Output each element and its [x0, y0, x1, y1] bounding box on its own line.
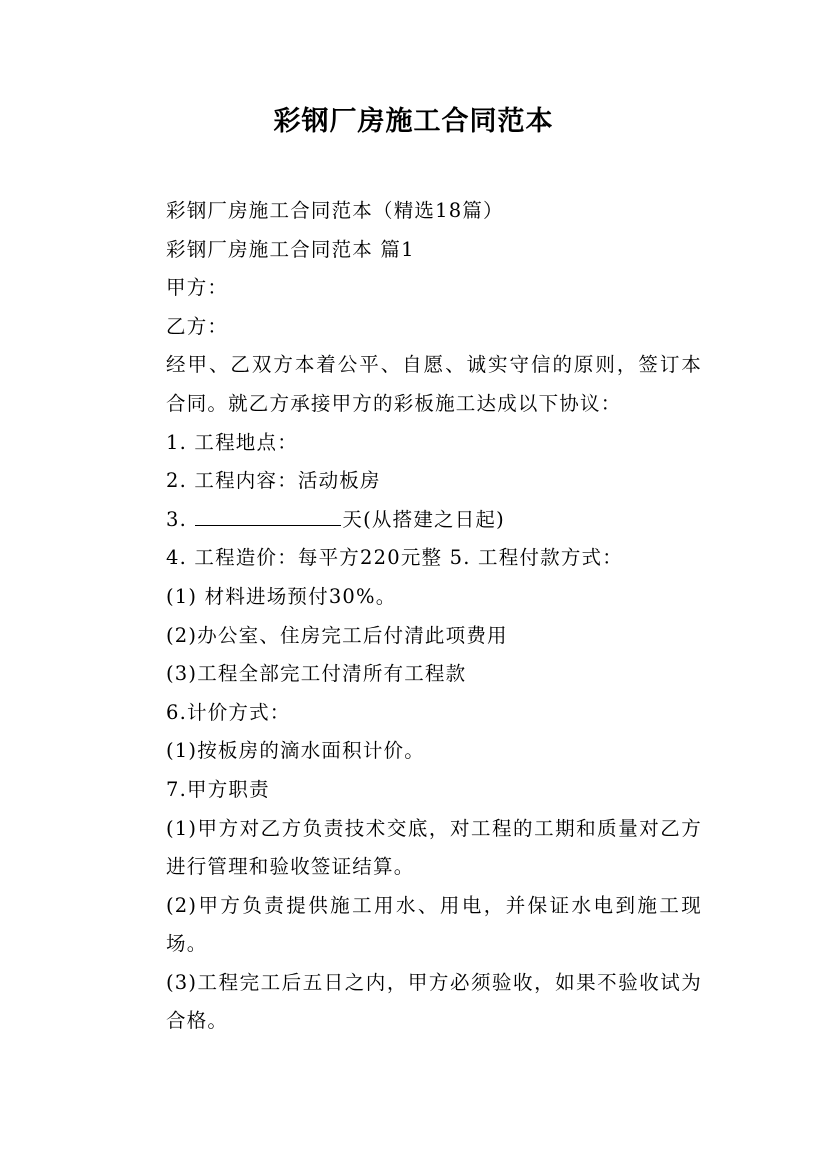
paragraph-item-4-5: 4. 工程造价：每平方220元整 5. 工程付款方式：	[166, 546, 623, 570]
paragraph-item-7: 7.甲方职责	[166, 777, 270, 801]
paragraph-payment-3: (3)工程全部完工付清所有工程款	[166, 662, 467, 686]
paragraph-item-6: 6.计价方式：	[166, 700, 291, 724]
fill-in-blank	[195, 505, 341, 526]
item-3-suffix: 天(从搭建之日起)	[342, 507, 505, 531]
paragraph-subtitle: 彩钢厂房施工合同范本（精选18篇）	[166, 199, 504, 222]
paragraph-preamble: 经甲、乙双方本着公平、自愿、诚实守信的原则，签订本合同。就乙方承接甲方的彩板施工达成以下协议：	[166, 353, 702, 415]
document-title: 彩钢厂房施工合同范本	[273, 106, 554, 137]
paragraph-pricing-1: (1)按板房的滴水面积计价。	[166, 739, 425, 763]
paragraph-section-heading: 彩钢厂房施工合同范本 篇1	[166, 237, 415, 261]
paragraph-item-2: 2. 工程内容：活动板房	[166, 469, 381, 493]
document-body	[126, 192, 702, 1041]
item-3-number: 3.	[166, 507, 188, 531]
paragraph-item-3	[126, 501, 702, 540]
paragraph-item-1: 1. 工程地点：	[166, 430, 298, 454]
paragraph-duty-3: (3)工程完工后五日之内，甲方必须验收，如果不验收试为合格。	[166, 970, 702, 1033]
paragraph-payment-2: (2)办公室、住房完工后付清此项费用	[166, 623, 508, 647]
paragraph-party-a: 甲方：	[166, 276, 229, 300]
paragraph-duty-2: (2)甲方负责提供施工用水、用电，并保证水电到施工现场。	[166, 893, 702, 956]
paragraph-party-b: 乙方：	[166, 314, 229, 338]
paragraph-duty-1: (1)甲方对乙方负责技术交底，对工程的工期和质量对乙方进行管理和验收签证结算。	[166, 816, 702, 879]
paragraph-payment-1: (1) 材料进场预付30%。	[166, 584, 397, 608]
